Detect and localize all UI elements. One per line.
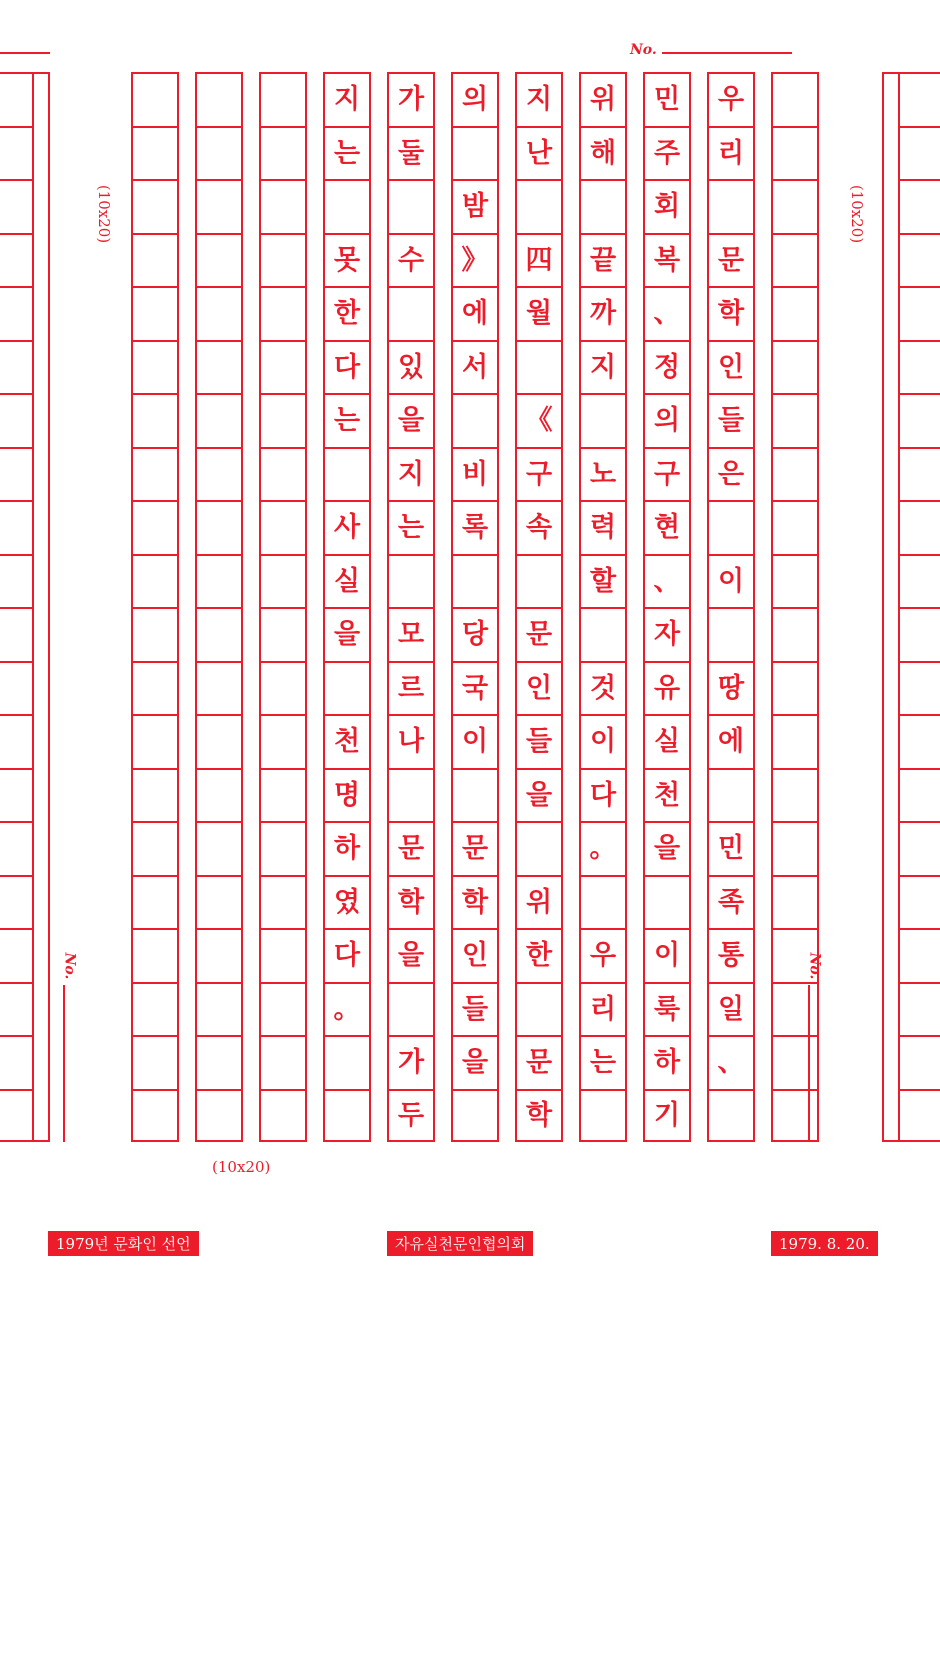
grid-cell (261, 875, 305, 929)
grid-cell (261, 661, 305, 715)
grid-cell (261, 286, 305, 340)
grid-cell (197, 179, 241, 233)
grid-cell (325, 1089, 369, 1143)
grid-cell (197, 714, 241, 768)
grid-cell (133, 982, 177, 1036)
edge-rule (898, 1035, 940, 1037)
grid-cell (517, 340, 561, 394)
grid-cell: 이 (709, 554, 753, 608)
grid-cell: 월 (517, 286, 561, 340)
grid-cell: 는 (389, 500, 433, 554)
grid-cell: 지 (389, 447, 433, 501)
grid-cell: 서 (453, 340, 497, 394)
grid-cell: 인 (453, 928, 497, 982)
grid-cell: 비 (453, 447, 497, 501)
grid-cell (581, 1089, 625, 1143)
grid-cell: 는 (325, 126, 369, 180)
grid-cell: 우 (709, 72, 753, 126)
right-grid-spec: (10x20) (848, 184, 867, 244)
grid-cell (709, 607, 753, 661)
grid-cell: 인 (709, 340, 753, 394)
grid-cell (133, 607, 177, 661)
edge-rule (0, 661, 34, 663)
grid-cell: 지 (325, 72, 369, 126)
grid-cell (133, 714, 177, 768)
grid-cell: 을 (517, 768, 561, 822)
grid-cell (325, 179, 369, 233)
grid-cell (197, 821, 241, 875)
grid-cell (645, 875, 689, 929)
grid-cell (517, 179, 561, 233)
grid-cell (261, 393, 305, 447)
edge-rule (898, 393, 940, 395)
grid-cell (197, 928, 241, 982)
grid-cell (133, 661, 177, 715)
grid-cell (197, 72, 241, 126)
grid-cell: 것 (581, 661, 625, 715)
grid-cell: 천 (645, 768, 689, 822)
grid-cell: 까 (581, 286, 625, 340)
grid-cell: 학 (709, 286, 753, 340)
grid-cell (197, 875, 241, 929)
grid-cell: 통 (709, 928, 753, 982)
grid-cell (581, 875, 625, 929)
grid-column (259, 72, 307, 1142)
grid-cell (581, 607, 625, 661)
grid-cell (133, 286, 177, 340)
grid-cell (261, 821, 305, 875)
grid-cell (261, 607, 305, 661)
grid-cell: 구 (645, 447, 689, 501)
edge-rule (0, 607, 34, 609)
edge-rule (0, 286, 34, 288)
grid-cell: 들 (709, 393, 753, 447)
grid-cell: 》 (453, 233, 497, 287)
grid-cell: 였 (325, 875, 369, 929)
grid-cell (261, 554, 305, 608)
grid-cell (773, 500, 817, 554)
grid-cell (773, 1035, 817, 1089)
grid-cell: 다 (325, 340, 369, 394)
grid-cell: 노 (581, 447, 625, 501)
grid-cell (197, 661, 241, 715)
grid-cell: 에 (453, 286, 497, 340)
grid-cell (773, 875, 817, 929)
edge-rule (898, 982, 940, 984)
grid-cell: 한 (325, 286, 369, 340)
grid-cell: 르 (389, 661, 433, 715)
grid-cell: 수 (389, 233, 433, 287)
grid-cell: 현 (645, 500, 689, 554)
grid-cell (261, 126, 305, 180)
grid-column (579, 72, 627, 1142)
left-vertical-number-label: No. (61, 952, 78, 980)
edge-rule (898, 126, 940, 128)
footer-date: 1979. 8. 20. (771, 1231, 878, 1256)
grid-cell (261, 768, 305, 822)
grid-cell (197, 447, 241, 501)
grid-cell: 회 (645, 179, 689, 233)
grid-cell: 끝 (581, 233, 625, 287)
grid-cell: 、 (645, 286, 689, 340)
edge-rule (0, 928, 34, 930)
grid-cell (133, 821, 177, 875)
grid-cell: 이 (453, 714, 497, 768)
grid-cell: 위 (581, 72, 625, 126)
grid-cell (773, 554, 817, 608)
edge-rule (898, 179, 940, 181)
edge-rule (898, 768, 940, 770)
right-vertical-number-label: No. (806, 952, 823, 980)
edge-rule (898, 714, 940, 716)
grid-cell (773, 286, 817, 340)
edge-rule (898, 233, 940, 235)
grid-cell: 우 (581, 928, 625, 982)
grid-cell (261, 340, 305, 394)
grid-cell (197, 286, 241, 340)
grid-cell (709, 768, 753, 822)
grid-cell (133, 179, 177, 233)
edge-rule (898, 928, 940, 930)
grid-cell: 가 (389, 1035, 433, 1089)
grid-cell: 다 (325, 928, 369, 982)
grid-cell (261, 72, 305, 126)
grid-cell: 다 (581, 768, 625, 822)
grid-cell (709, 500, 753, 554)
grid-cell: 지 (581, 340, 625, 394)
grid-cell (133, 340, 177, 394)
grid-cell: 민 (645, 72, 689, 126)
grid-cell: 주 (645, 126, 689, 180)
grid-cell: 들 (453, 982, 497, 1036)
grid-cell (773, 1089, 817, 1143)
grid-cell: 이 (645, 928, 689, 982)
grid-cell (133, 554, 177, 608)
grid-cell (197, 1089, 241, 1143)
grid-cell: 에 (709, 714, 753, 768)
grid-cell (773, 126, 817, 180)
edge-rule (898, 821, 940, 823)
grid-cell (133, 393, 177, 447)
top-number-line (662, 52, 792, 54)
grid-cell (709, 179, 753, 233)
grid-cell (197, 500, 241, 554)
grid-cell: 룩 (645, 982, 689, 1036)
grid-cell: 실 (325, 554, 369, 608)
edge-rule (0, 982, 34, 984)
top-number-label: No. (630, 42, 657, 58)
edge-rule (0, 500, 34, 502)
grid-cell: 인 (517, 661, 561, 715)
grid-cell: 。 (325, 982, 369, 1036)
grid-cell: 복 (645, 233, 689, 287)
grid-cell (197, 126, 241, 180)
edge-rule (0, 447, 34, 449)
grid-cell (133, 72, 177, 126)
grid-column (131, 72, 179, 1142)
grid-cell: 사 (325, 500, 369, 554)
grid-cell (773, 447, 817, 501)
edge-rule (898, 875, 940, 877)
grid-cell (325, 661, 369, 715)
grid-cell: 지 (517, 72, 561, 126)
grid-cell: 는 (581, 1035, 625, 1089)
grid-cell (197, 1035, 241, 1089)
grid-cell: 문 (517, 1035, 561, 1089)
grid-cell: 국 (453, 661, 497, 715)
grid-cell: 을 (325, 607, 369, 661)
grid-cell (517, 554, 561, 608)
grid-cell (773, 661, 817, 715)
grid-cell: 력 (581, 500, 625, 554)
grid-cell: 학 (517, 1089, 561, 1143)
grid-cell: 일 (709, 982, 753, 1036)
grid-cell: 당 (453, 607, 497, 661)
grid-cell (261, 982, 305, 1036)
grid-column (771, 72, 819, 1142)
grid-cell: 속 (517, 500, 561, 554)
grid-cell (453, 768, 497, 822)
grid-cell: 땅 (709, 661, 753, 715)
grid-cell (773, 928, 817, 982)
edge-rule (0, 179, 34, 181)
grid-cell: 은 (709, 447, 753, 501)
grid-cell (773, 607, 817, 661)
grid-cell (453, 554, 497, 608)
grid-cell (389, 179, 433, 233)
edge-rule (898, 447, 940, 449)
grid-cell: 자 (645, 607, 689, 661)
edge-rule (0, 1089, 34, 1091)
grid-cell (773, 982, 817, 1036)
grid-cell (709, 1089, 753, 1143)
grid-cell: 못 (325, 233, 369, 287)
grid-cell (389, 982, 433, 1036)
edge-rule (898, 340, 940, 342)
grid-cell (773, 768, 817, 822)
grid-cell (389, 286, 433, 340)
grid-cell: 위 (517, 875, 561, 929)
grid-cell (325, 447, 369, 501)
grid-cell: 두 (389, 1089, 433, 1143)
grid-cell: 가 (389, 72, 433, 126)
grid-cell (197, 607, 241, 661)
grid-cell: 기 (645, 1089, 689, 1143)
grid-cell: 四 (517, 233, 561, 287)
grid-cell: 리 (581, 982, 625, 1036)
grid-cell (197, 982, 241, 1036)
left-vertical-number-line (63, 985, 65, 1142)
grid-cell (133, 928, 177, 982)
grid-cell (389, 554, 433, 608)
grid-cell: 할 (581, 554, 625, 608)
grid-cell: 문 (517, 607, 561, 661)
grid-cell: 리 (709, 126, 753, 180)
grid-cell: 있 (389, 340, 433, 394)
grid-cell: 모 (389, 607, 433, 661)
grid-cell: 하 (325, 821, 369, 875)
grid-cell: 는 (325, 393, 369, 447)
grid-cell (773, 72, 817, 126)
grid-cell (133, 1089, 177, 1143)
grid-cell (197, 393, 241, 447)
grid-cell: 문 (389, 821, 433, 875)
grid-cell: 을 (453, 1035, 497, 1089)
grid-cell: 학 (453, 875, 497, 929)
grid-cell (133, 126, 177, 180)
grid-cell: 난 (517, 126, 561, 180)
edge-rule (0, 821, 34, 823)
grid-cell (773, 821, 817, 875)
grid-cell (133, 1035, 177, 1089)
grid-column (515, 72, 563, 1142)
grid-cell: 민 (709, 821, 753, 875)
edge-rule (0, 714, 34, 716)
edge-rule (0, 554, 34, 556)
grid-cell: 의 (453, 72, 497, 126)
footer-title: 1979년 문화인 선언 (48, 1231, 199, 1256)
grid-cell: 해 (581, 126, 625, 180)
left-grid-spec: (10x20) (95, 184, 114, 244)
grid-cell (453, 126, 497, 180)
grid-cell: 을 (645, 821, 689, 875)
grid-cell (773, 340, 817, 394)
grid-cell: 、 (645, 554, 689, 608)
grid-column (643, 72, 691, 1142)
grid-cell: 밤 (453, 179, 497, 233)
grid-column (707, 72, 755, 1142)
grid-cell (581, 179, 625, 233)
grid-cell: 학 (389, 875, 433, 929)
grid-cell (133, 768, 177, 822)
edge-rule (898, 500, 940, 502)
edge-rule (0, 768, 34, 770)
edge-rule (898, 286, 940, 288)
grid-cell: 족 (709, 875, 753, 929)
grid-cell: 하 (645, 1035, 689, 1089)
edge-rule (0, 393, 34, 395)
grid-cell (197, 340, 241, 394)
grid-column (195, 72, 243, 1142)
grid-cell (197, 554, 241, 608)
top-left-short-line (0, 52, 50, 54)
grid-cell (261, 179, 305, 233)
grid-cell (453, 393, 497, 447)
grid-cell (773, 233, 817, 287)
grid-cell (389, 768, 433, 822)
edge-rule (898, 554, 940, 556)
grid-cell (517, 982, 561, 1036)
grid-cell (773, 179, 817, 233)
edge-rule (0, 233, 34, 235)
grid-cell: 을 (389, 393, 433, 447)
grid-column (387, 72, 435, 1142)
grid-cell: 정 (645, 340, 689, 394)
grid-cell: 명 (325, 768, 369, 822)
grid-cell (133, 447, 177, 501)
footer-organization: 자유실천문인협의회 (387, 1231, 533, 1256)
grid-cell (581, 393, 625, 447)
grid-cell: 의 (645, 393, 689, 447)
grid-cell (133, 875, 177, 929)
grid-cell: 《 (517, 393, 561, 447)
grid-cell: 천 (325, 714, 369, 768)
grid-cell (517, 821, 561, 875)
edge-rule (898, 607, 940, 609)
grid-cell: 유 (645, 661, 689, 715)
grid-cell (261, 233, 305, 287)
grid-cell (261, 1035, 305, 1089)
grid-cell: 이 (581, 714, 625, 768)
edge-rule (898, 661, 940, 663)
grid-cell (261, 447, 305, 501)
grid-cell (197, 233, 241, 287)
grid-cell (261, 928, 305, 982)
grid-column (323, 72, 371, 1142)
grid-cell (261, 500, 305, 554)
grid-cell (197, 768, 241, 822)
grid-cell: 。 (581, 821, 625, 875)
edge-rule (0, 875, 34, 877)
grid-cell: 문 (453, 821, 497, 875)
grid-column (451, 72, 499, 1142)
grid-cell (453, 1089, 497, 1143)
edge-rule (0, 340, 34, 342)
grid-cell: 한 (517, 928, 561, 982)
grid-cell: 둘 (389, 126, 433, 180)
edge-rule (0, 126, 34, 128)
grid-cell (773, 393, 817, 447)
edge-rule (898, 1089, 940, 1091)
grid-cell: 을 (389, 928, 433, 982)
grid-cell (133, 500, 177, 554)
grid-cell: 문 (709, 233, 753, 287)
edge-rule (0, 1035, 34, 1037)
grid-cell: 、 (709, 1035, 753, 1089)
grid-cell (325, 1035, 369, 1089)
grid-cell: 구 (517, 447, 561, 501)
grid-cell: 나 (389, 714, 433, 768)
grid-cell: 들 (517, 714, 561, 768)
bottom-grid-spec: (10x20) (212, 1158, 271, 1176)
manuscript-grid (131, 72, 791, 1142)
grid-cell: 록 (453, 500, 497, 554)
grid-cell (261, 1089, 305, 1143)
grid-cell (261, 714, 305, 768)
grid-cell: 실 (645, 714, 689, 768)
grid-cell (133, 233, 177, 287)
grid-cell (773, 714, 817, 768)
